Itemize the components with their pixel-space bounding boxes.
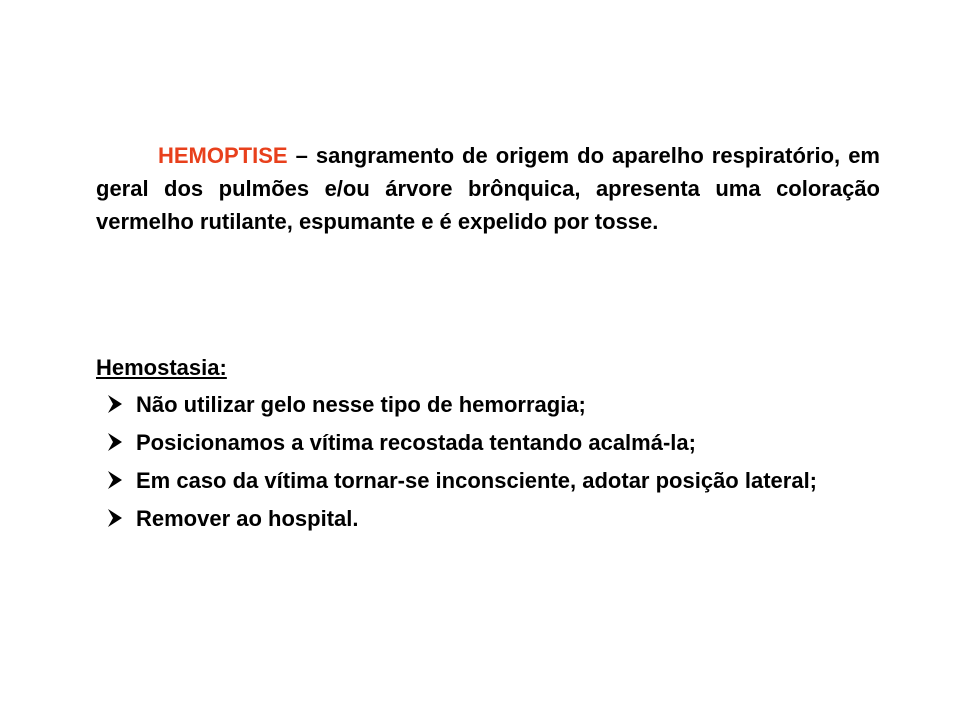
list-item bbox=[96, 466, 880, 495]
intro-definition: – sangramento de origem do aparelho respiratório, em geral dos pulmões e/ou árvore brônquica, apresenta uma coloração vermelho rutilante, espumante e é expelido por tosse. bbox=[96, 143, 880, 234]
arrowhead-bullet-icon bbox=[106, 430, 124, 454]
arrowhead-bullet-icon bbox=[106, 506, 124, 530]
list-item-text: Posicionamos a vítima recostada tentando acalmá-la; bbox=[136, 430, 696, 455]
intro-paragraph bbox=[96, 139, 880, 238]
list-item bbox=[96, 428, 880, 457]
list-item bbox=[96, 504, 880, 533]
bullet-list bbox=[96, 390, 880, 542]
list-item-text: Não utilizar gelo nesse tipo de hemorragia; bbox=[136, 392, 586, 417]
term-hemoptise: HEMOPTISE bbox=[158, 143, 288, 168]
section-title: Hemostasia: bbox=[96, 355, 227, 380]
list-item-text: Remover ao hospital. bbox=[136, 506, 359, 531]
list-item bbox=[96, 390, 880, 419]
arrowhead-bullet-icon bbox=[106, 468, 124, 492]
arrowhead-bullet-icon bbox=[106, 392, 124, 416]
list-item-text: Em caso da vítima tornar-se inconsciente, adotar posição lateral; bbox=[136, 468, 818, 493]
